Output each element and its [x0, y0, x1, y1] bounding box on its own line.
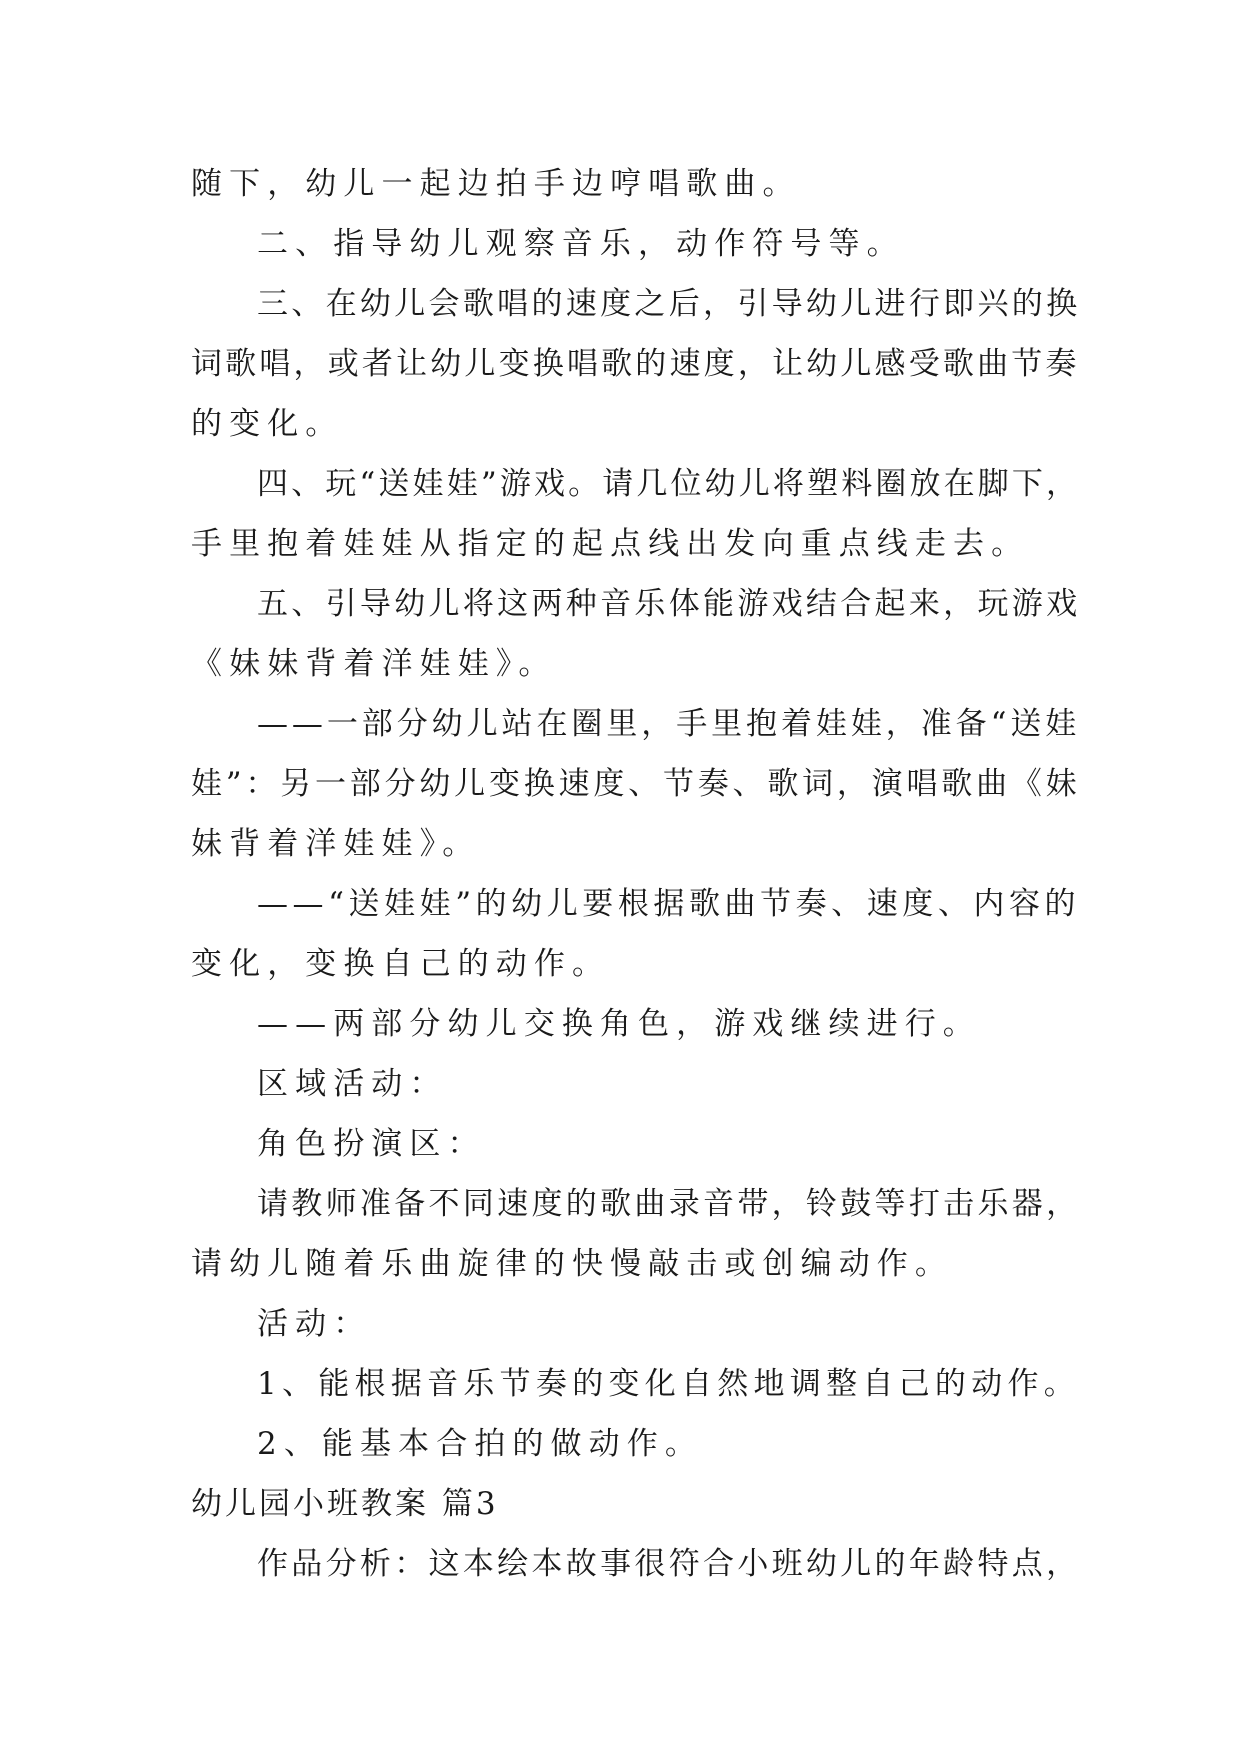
text-line: 的变化。: [191, 406, 344, 442]
text-line: ——“送娃娃”的幼儿要根据歌曲节奏、速度、内容的: [257, 886, 1081, 922]
text-line: 三、在幼儿会歌唱的速度之后，引导幼儿进行即兴的换: [257, 286, 1081, 322]
text-line: ——一部分幼儿站在圈里，手里抱着娃娃，准备“送娃: [257, 706, 1081, 742]
text-line: 词歌唱，或者让幼儿变换唱歌的速度，让幼儿感受歌曲节奏: [191, 346, 1080, 382]
text-line: 手里抱着娃娃从指定的起点线出发向重点线走去。: [191, 526, 1030, 562]
text-line: 二、指导幼儿观察音乐，动作符号等。: [257, 226, 905, 262]
text-line: 娃”：另一部分幼儿变换速度、节奏、歌词，演唱歌曲《妹: [191, 766, 1081, 802]
text-line: 区域活动：: [257, 1066, 448, 1102]
text-line: 2、能基本合拍的做动作。: [257, 1426, 703, 1462]
text-line: 四、玩“送娃娃”游戏。请几位幼儿将塑料圈放在脚下，: [257, 466, 1081, 502]
text-line: 1、能根据音乐节奏的变化自然地调整自己的动作。: [257, 1366, 1081, 1402]
text-line: 活动：: [257, 1306, 372, 1342]
text-line: 请幼儿随着乐曲旋律的快慢敲击或创编动作。: [191, 1246, 953, 1282]
text-line: 请教师准备不同速度的歌曲录音带，铃鼓等打击乐器，: [257, 1186, 1081, 1222]
text-line: 作品分析：这本绘本故事很符合小班幼儿的年龄特点，: [257, 1546, 1081, 1582]
text-line: 妹背着洋娃娃》。: [191, 826, 481, 862]
text-line: 变化，变换自己的动作。: [191, 946, 611, 982]
text-line: ——两部分幼儿交换角色，游戏继续进行。: [257, 1006, 981, 1042]
text-line: 角色扮演区：: [257, 1126, 486, 1162]
text-line: 《妹妹背着洋娃娃》。: [191, 646, 557, 682]
text-line: 五、引导幼儿将这两种音乐体能游戏结合起来，玩游戏: [257, 586, 1081, 622]
text-line: 随下，幼儿一起边拍手边哼唱歌曲。: [191, 166, 801, 202]
section-heading: 幼儿园小班教案 篇3: [191, 1486, 499, 1522]
